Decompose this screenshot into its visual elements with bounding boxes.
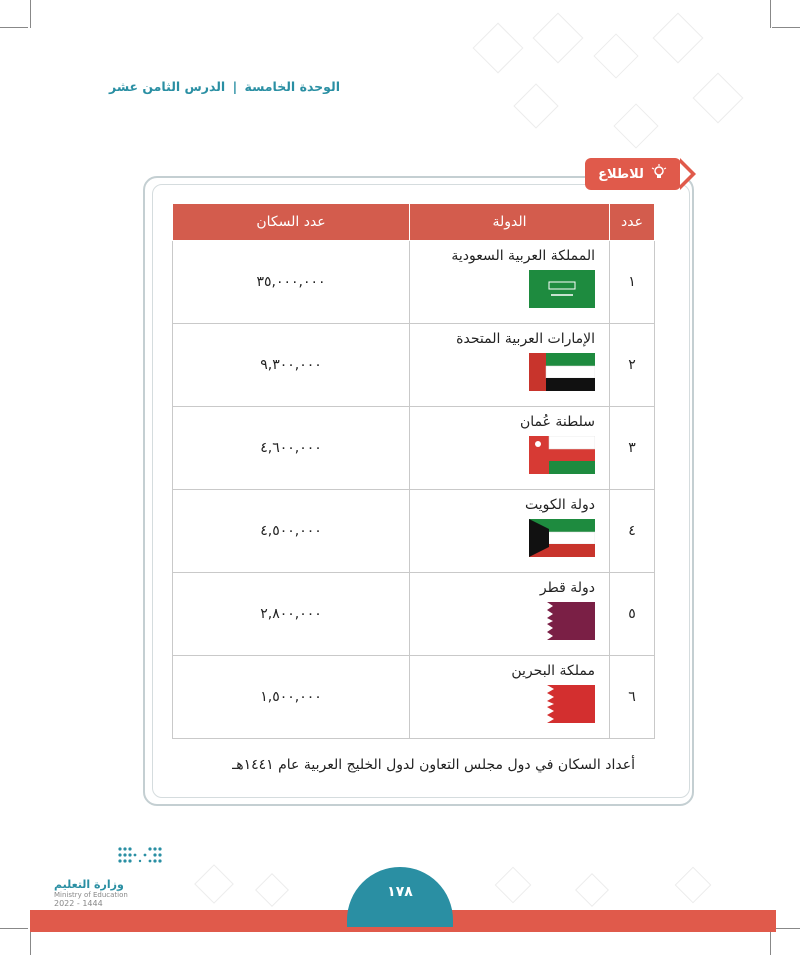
row-number: ٢: [610, 324, 655, 407]
decorative-square: [473, 23, 524, 74]
row-number: ١: [610, 241, 655, 324]
edition-year: 2022 - 1444: [54, 899, 103, 908]
ministry-name-en: Ministry of Education: [54, 891, 128, 899]
country-cell: [410, 656, 610, 739]
table-row: [173, 573, 655, 656]
decorative-square: [533, 13, 584, 64]
crop-mark: [770, 928, 771, 955]
unit-title: الوحدة الخامسة: [244, 79, 340, 94]
ministry-logo: [54, 845, 174, 908]
row-number: ٤: [610, 490, 655, 573]
crop-mark: [30, 928, 31, 955]
breadcrumb: [109, 79, 340, 94]
table-row: [173, 241, 655, 324]
crop-mark: [0, 27, 28, 28]
column-header-country: الدولة: [410, 204, 610, 241]
row-number: ٥: [610, 573, 655, 656]
oman-flag-icon: [529, 436, 595, 474]
population-cell: ١,٥٠٠,٠٠٠: [173, 656, 410, 739]
crop-mark: [30, 0, 31, 28]
decorative-square: [255, 873, 289, 907]
uae-flag-icon: [529, 353, 595, 391]
saudi-flag-icon: [529, 270, 595, 308]
qatar-flag-icon: [529, 602, 595, 640]
crop-mark: [772, 928, 800, 929]
bahrain-flag-icon: [529, 685, 595, 723]
decorative-square: [575, 873, 609, 907]
country-name: الإمارات العربية المتحدة: [456, 331, 595, 347]
population-table: [172, 203, 655, 739]
crop-mark: [770, 0, 771, 28]
crop-mark: [772, 27, 800, 28]
kuwait-flag-icon: [529, 519, 595, 557]
column-header-number: عدد: [610, 204, 655, 241]
decorative-square: [495, 867, 532, 904]
info-tag-arrow-inner: [680, 163, 691, 185]
country-name: دولة الكويت: [525, 497, 595, 513]
country-cell: [410, 407, 610, 490]
decorative-square: [693, 73, 744, 124]
decorative-square: [194, 864, 234, 904]
population-cell: ٤,٥٠٠,٠٠٠: [173, 490, 410, 573]
country-cell: [410, 490, 610, 573]
country-cell: [410, 241, 610, 324]
breadcrumb-separator: |: [232, 79, 238, 94]
decorative-square: [675, 867, 712, 904]
country-cell: [410, 573, 610, 656]
table-header-row: [173, 204, 655, 241]
crop-mark: [0, 928, 28, 929]
table-row: [173, 656, 655, 739]
table-caption: أعداد السكان في دول مجلس التعاون لدول الخليج العربية عام ١٤٤١هـ: [232, 757, 635, 773]
column-header-population: عدد السكان: [173, 204, 410, 241]
table-row: [173, 407, 655, 490]
population-cell: ٤,٦٠٠,٠٠٠: [173, 407, 410, 490]
row-number: ٣: [610, 407, 655, 490]
ministry-name-ar: وزارة التعليم: [54, 878, 124, 891]
population-cell: ٢,٨٠٠,٠٠٠: [173, 573, 410, 656]
lesson-title: الدرس الثامن عشر: [109, 79, 226, 94]
table-row: [173, 324, 655, 407]
decorative-square: [653, 13, 704, 64]
lightbulb-icon: [650, 164, 668, 184]
population-cell: ٩,٣٠٠,٠٠٠: [173, 324, 410, 407]
info-tag-label: للاطلاع: [598, 166, 644, 182]
country-name: سلطنة عُمان: [519, 414, 595, 430]
country-cell: [410, 324, 610, 407]
country-name: مملكة البحرين: [511, 663, 595, 679]
population-cell: ٣٥,٠٠٠,٠٠٠: [173, 241, 410, 324]
info-tag: [585, 158, 681, 190]
decorative-square: [613, 103, 658, 148]
page-number: ١٧٨: [347, 867, 453, 927]
table-row: [173, 490, 655, 573]
ministry-logo-mark: [90, 845, 174, 870]
row-number: ٦: [610, 656, 655, 739]
decorative-square: [513, 83, 558, 128]
decorative-square: [593, 33, 638, 78]
country-name: دولة قطر: [539, 580, 595, 596]
country-name: المملكة العربية السعودية: [451, 248, 595, 264]
